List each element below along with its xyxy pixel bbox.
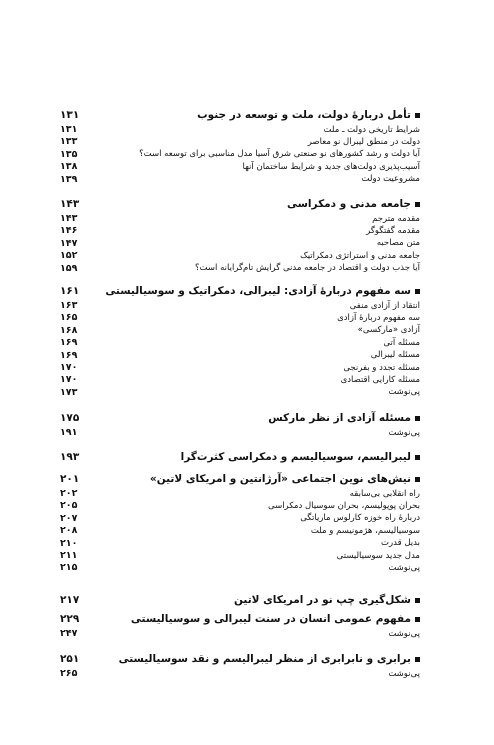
entry-title-text: مدل جدید سوسیالیستی	[336, 550, 420, 561]
section-heading	[181, 451, 420, 463]
subsection-title	[341, 375, 420, 385]
page-number: ۱۴۳	[60, 213, 78, 224]
page-number: ۲۱۰	[60, 537, 78, 549]
section-title-text: برابری و نابرابری از منظر لیبرالیسم و نقد سوسیالیستی	[118, 653, 411, 665]
page-number: ۱۴۷	[60, 237, 78, 249]
toc-section	[60, 284, 420, 298]
toc-entry	[60, 385, 420, 399]
page-number: ۱۳۹	[60, 173, 78, 185]
entry-title-text: آسیب‌پذیری دولت‌های جدید و شرایط ساختمان آنها	[242, 161, 420, 172]
subsection-title	[350, 489, 420, 499]
section-title-text: لیبرالیسم، سوسیالیسم و دمکراسی کثرت‌گرا	[180, 451, 411, 463]
section-title-text: تأمل دربارۀ دولت، ملت و توسعه در جنوب	[197, 109, 411, 121]
section-heading	[268, 412, 420, 424]
subsection-title	[311, 526, 420, 536]
page-number: ۲۴۷	[60, 628, 78, 639]
subsection-title	[337, 551, 420, 561]
page-number: ۱۶۹	[60, 349, 78, 361]
page-number: ۱۴۳	[60, 198, 80, 210]
page-number: ۱۳۱	[60, 109, 80, 121]
page-number: ۲۱۱	[60, 550, 78, 561]
subsection-title	[362, 174, 420, 184]
entry-title-text: پی‌نوشت	[388, 427, 420, 438]
page-number: ۱۳۳	[60, 136, 78, 148]
page-number: ۱۷۰	[60, 374, 78, 386]
section-heading	[131, 613, 420, 625]
page-number: ۱۹۱	[60, 427, 78, 438]
subsection-title	[243, 162, 420, 172]
subsection-title	[195, 263, 420, 273]
toc-section	[60, 593, 420, 607]
section-heading	[234, 594, 420, 606]
subsection-title	[388, 629, 420, 639]
entry-title-text: آزادی «مارکسی»	[357, 325, 420, 336]
toc-entry	[60, 627, 420, 641]
section-title-text: جامعه مدنی و دمکراسی	[286, 198, 411, 210]
toc-entry	[60, 261, 420, 275]
entry-title-text: انتقاد از آزادی منفی	[349, 300, 420, 311]
section-heading	[150, 473, 420, 485]
square-bullet-icon	[415, 416, 420, 421]
entry-title-text: دربارۀ راه خوزه کارلوس ماریاتگی	[300, 513, 420, 524]
subsection-title	[308, 137, 420, 147]
subsection-title	[139, 149, 420, 159]
entry-title-text: مشروعیت دولت	[361, 174, 420, 185]
page-number: ۱۳۸	[60, 161, 78, 173]
entry-title-text: بدیل قدرت	[381, 538, 420, 549]
page-number: ۲۱۷	[60, 594, 80, 606]
entry-title-text: پی‌نوشت	[388, 628, 420, 639]
square-bullet-icon	[415, 657, 420, 662]
section-heading	[105, 285, 420, 297]
toc-entry	[60, 561, 420, 575]
entry-title-text: سه مفهوم دربارۀ آزادی	[337, 312, 420, 323]
subsection-title	[377, 238, 420, 248]
section-title-text: مفهوم عمومی انسان در سنت لیبرالی و سوسیالیستی	[130, 613, 411, 625]
entry-title-text: آیا جذب دولت و اقتصاد در جامعه مدنی گرایش تام‌گرایانه است؟	[195, 263, 420, 274]
section-heading	[287, 198, 420, 210]
entry-title-text: شرایط تاریخی دولت ـ ملت	[323, 124, 420, 135]
entry-title-text: راه انقلابی بی‌سابقه	[349, 488, 420, 499]
entry-title-text: مسئله کارایی اقتصادی	[340, 374, 420, 385]
subsection-title	[383, 338, 420, 348]
subsection-title	[268, 501, 420, 511]
entry-title-text: پی‌نوشت	[388, 387, 420, 398]
toc-entry	[60, 172, 420, 186]
subsection-title	[371, 350, 420, 360]
entry-title-text: جامعه مدنی و استراتژی دمکراتیک	[300, 250, 420, 261]
page-number: ۱۶۵	[60, 312, 78, 324]
toc-section	[60, 108, 420, 122]
toc-section	[60, 411, 420, 425]
subsection-title	[337, 313, 420, 323]
section-heading	[197, 109, 420, 121]
section-title-text: شکل‌گیری چپ نو در امریکای لاتین	[233, 594, 411, 606]
subsection-title	[388, 669, 420, 679]
page-number: ۱۶۱	[60, 285, 80, 297]
entry-title-text: مقدمه گفتگوگر	[366, 225, 420, 236]
page-number: ۱۷۳	[60, 386, 78, 398]
square-bullet-icon	[415, 477, 420, 482]
entry-title-text: پی‌نوشت	[388, 668, 420, 679]
subsection-title	[350, 301, 420, 311]
subsection-title	[324, 125, 420, 135]
entry-title-text: سوسیالیسم، هژمونیسم و ملت	[310, 525, 420, 536]
entry-title-text: مسئله لیبرالی	[370, 350, 420, 361]
square-bullet-icon	[415, 455, 420, 460]
toc-entry	[60, 426, 420, 440]
toc-entry	[60, 667, 420, 681]
entry-title-text: بحران پوپولیسم، بحران سوسیال دمکراسی	[267, 500, 420, 511]
page-number: ۲۰۱	[60, 473, 80, 485]
page-number: ۱۷۵	[60, 412, 80, 424]
entry-title-text: مسئله تجدد و بفرنجی	[343, 362, 420, 373]
page-number: ۲۰۲	[60, 488, 78, 499]
entry-title-text: پی‌نوشت	[388, 562, 420, 573]
square-bullet-icon	[415, 617, 420, 622]
square-bullet-icon	[415, 113, 420, 118]
subsection-title	[343, 363, 420, 373]
page-number: ۱۶۹	[60, 337, 78, 349]
page-number: ۱۹۳	[60, 451, 80, 463]
subsection-title	[388, 563, 420, 573]
entry-title-text: متن مصاحبه	[376, 238, 420, 249]
subsection-title	[300, 251, 420, 261]
square-bullet-icon	[415, 202, 420, 207]
page-number: ۲۲۹	[60, 613, 80, 625]
toc-section	[60, 472, 420, 486]
page-number: ۱۴۶	[60, 225, 78, 237]
subsection-title	[358, 325, 420, 335]
page-number: ۱۳۵	[60, 148, 78, 160]
subsection-title	[372, 214, 420, 224]
square-bullet-icon	[415, 598, 420, 603]
entry-title-text: دولت در منطق لیبرال نو معاصر	[307, 136, 420, 147]
page-number: ۱۶۳	[60, 300, 78, 311]
toc-section	[60, 652, 420, 666]
page-number: ۱۵۲	[60, 250, 78, 262]
page-number: ۲۵۱	[60, 653, 80, 665]
section-title-text: سه مفهوم دربارۀ آزادی: لیبرالی، دمکراتیک و سوسیالیستی	[105, 285, 411, 297]
entry-title-text: آیا دولت و رشد کشورهای نو صنعتی شرق آسیا مدل مناسبی برای توسعه است؟	[139, 149, 420, 160]
toc-section	[60, 197, 420, 211]
page-number: ۱۵۹	[60, 262, 78, 274]
subsection-title	[388, 387, 420, 397]
section-title-text: نیش‌های نوین اجتماعی «آرژانتین و امریکای لاتین»	[149, 473, 411, 485]
page-number: ۲۰۸	[60, 525, 78, 537]
section-title-text: مسئله آزادی از نظر مارکس	[268, 412, 411, 424]
square-bullet-icon	[415, 289, 420, 294]
page-number: ۲۶۵	[60, 668, 78, 679]
entry-title-text: مقدمه مترجم	[372, 213, 420, 224]
page-number: ۲۰۷	[60, 512, 78, 524]
subsection-title	[388, 428, 420, 438]
page-number: ۲۰۵	[60, 500, 78, 512]
subsection-title	[300, 513, 420, 523]
section-heading	[119, 653, 420, 665]
entry-title-text: مسئله آتی	[383, 337, 420, 348]
page-number: ۱۳۱	[60, 124, 78, 135]
subsection-title	[381, 538, 420, 548]
subsection-title	[366, 226, 420, 236]
page-number: ۱۷۰	[60, 362, 78, 373]
page-number: ۱۶۸	[60, 324, 78, 336]
page-number: ۲۱۵	[60, 562, 78, 574]
toc-section	[60, 450, 420, 464]
toc-section	[60, 612, 420, 626]
